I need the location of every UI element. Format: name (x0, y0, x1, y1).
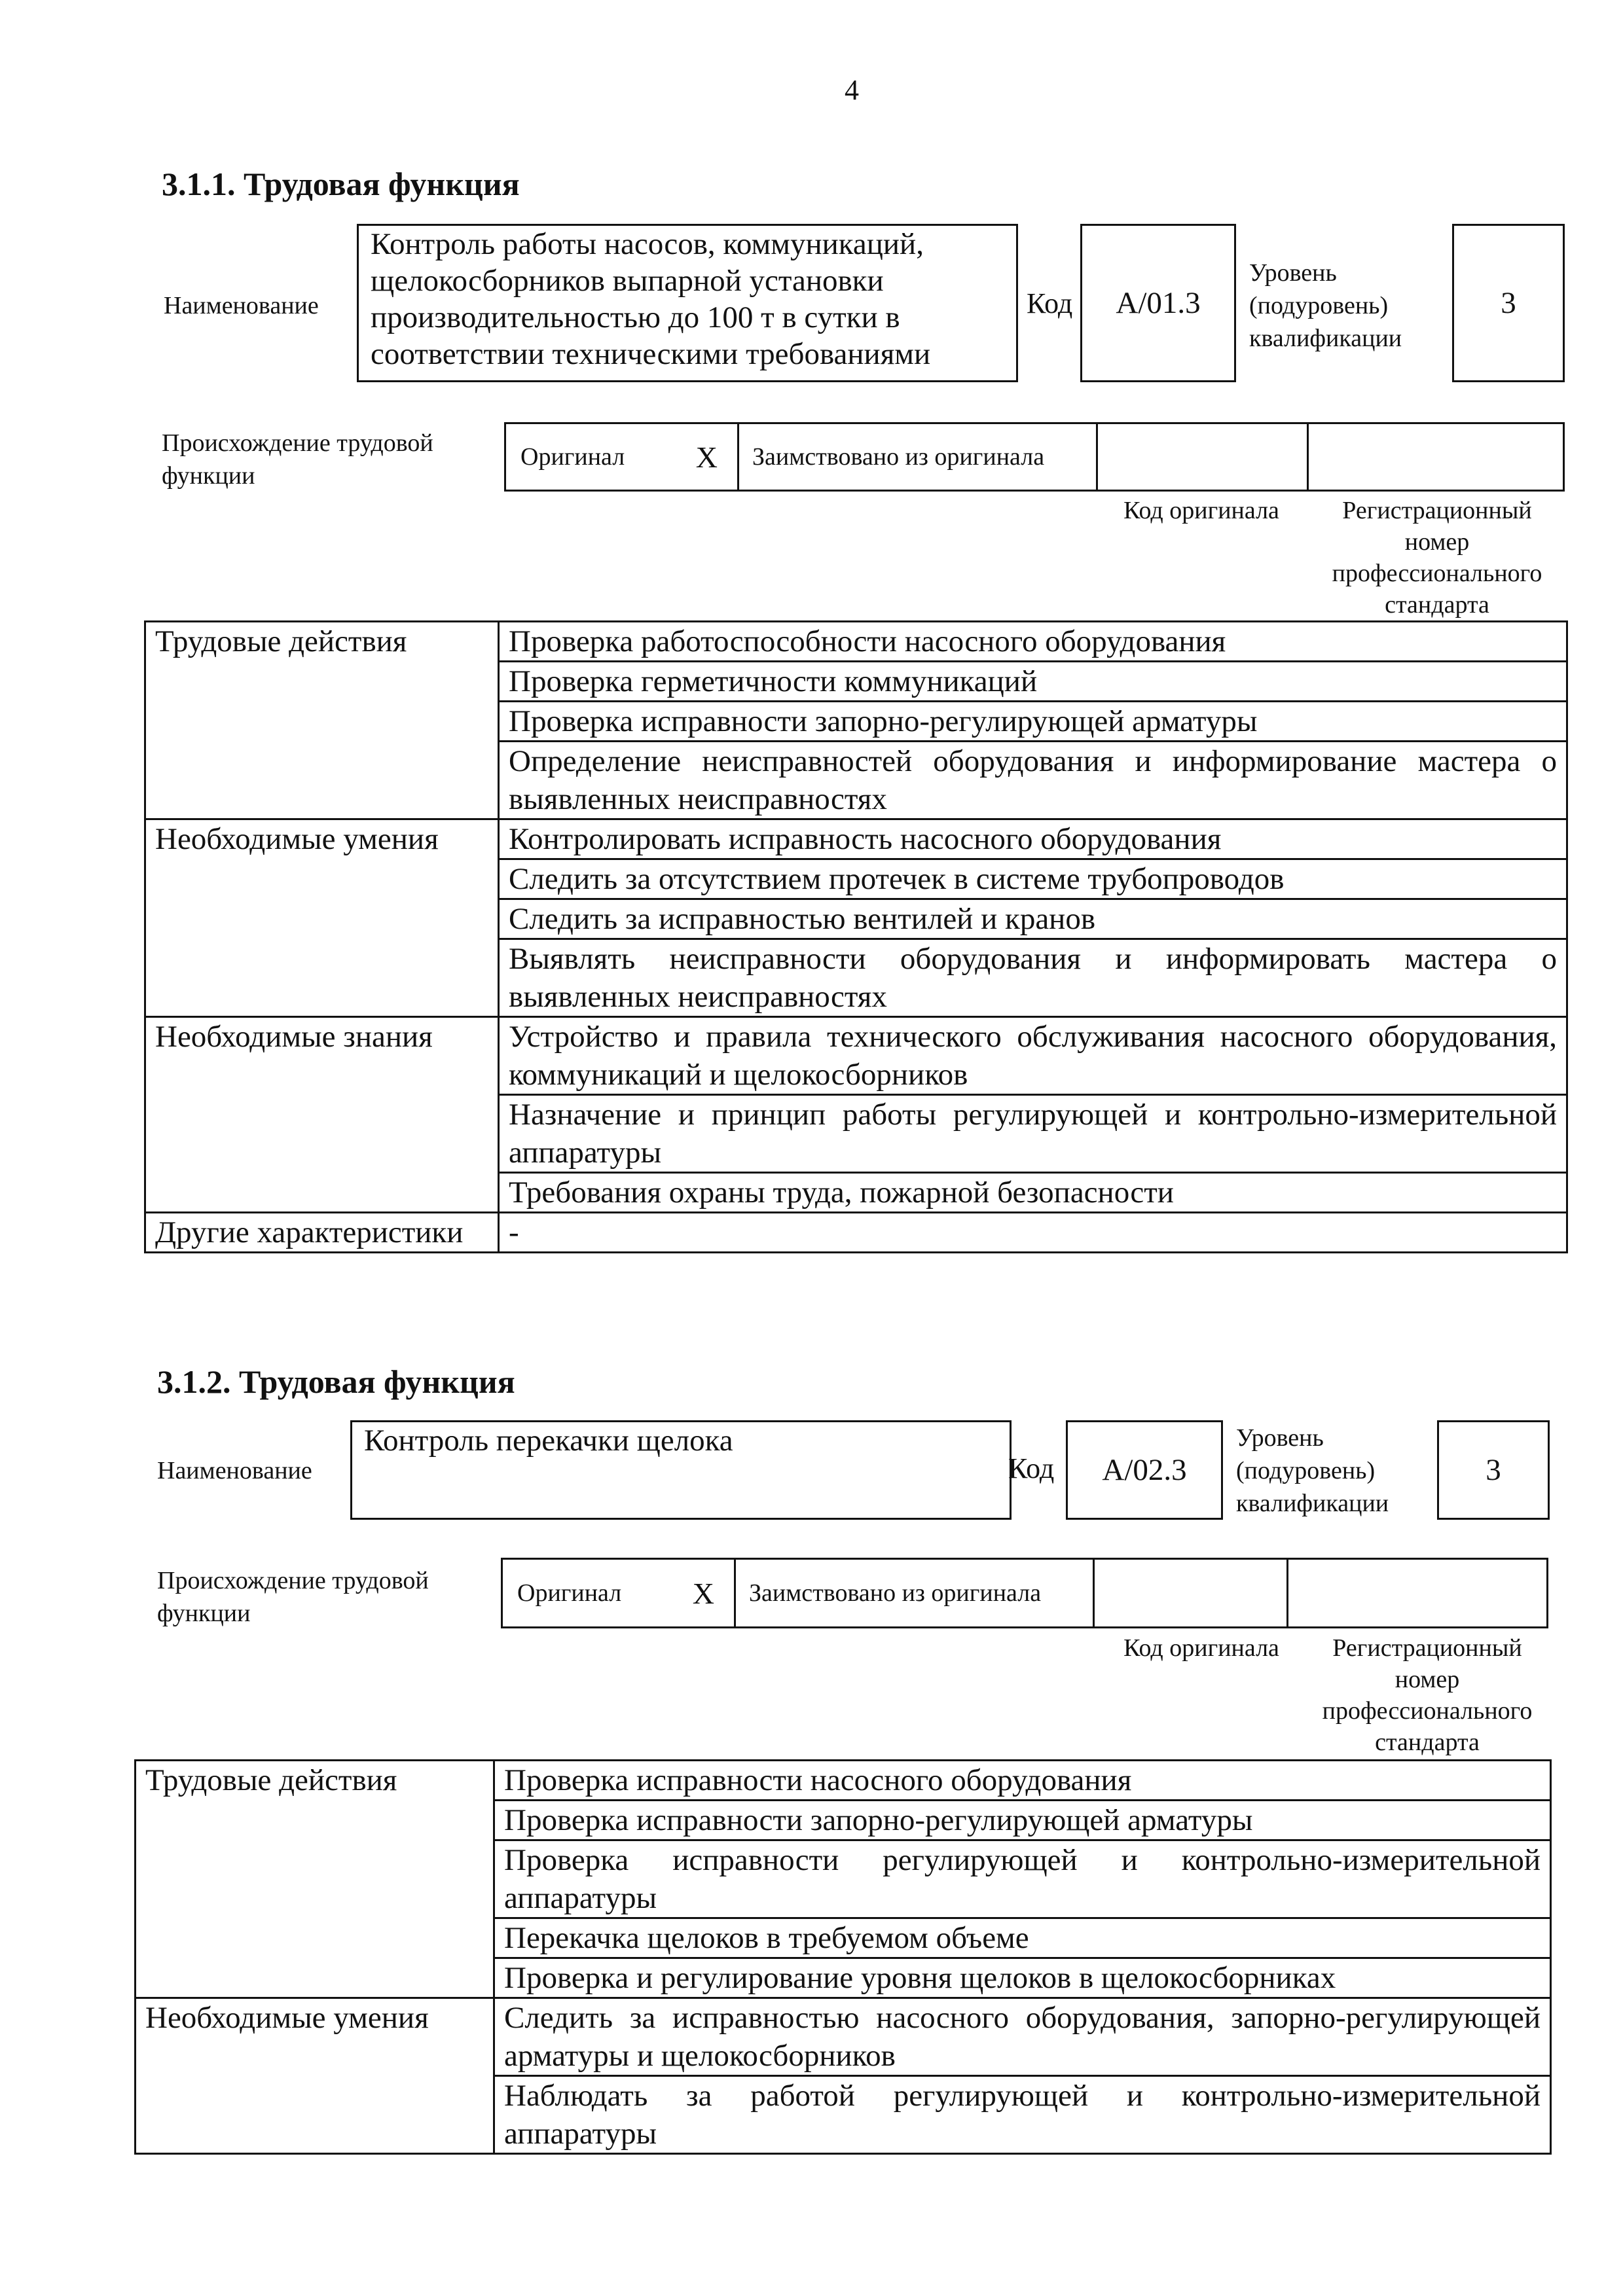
knowledge-item: Требования охраны труда, пожарной безопасности (499, 1173, 1567, 1213)
level-box (1452, 224, 1565, 382)
knowledge-label: Необходимые знания (145, 1017, 499, 1213)
labor-actions-label: Трудовые действия (136, 1761, 494, 1998)
function-code-box (1080, 224, 1236, 382)
origin-row (501, 1558, 1548, 1628)
original-code-cell (1095, 1560, 1288, 1626)
borrowed-label: Заимствовано из оригинала (749, 1579, 1042, 1607)
function-name: Контроль работы насосов, коммуникаций, щелокосборников выпарной установки производительностью до 100 т в сутки в соответствии техническими требованиями (371, 227, 931, 371)
knowledge-item: Устройство и правила технического обслуживания насосного оборудования, коммуникаций и щелокосборников (499, 1017, 1567, 1095)
level-label: Уровень (подуровень) квалификации (1249, 259, 1402, 352)
original-mark: X (695, 440, 718, 474)
name-label: Наименование (157, 1457, 312, 1484)
function-name-box (350, 1420, 1012, 1520)
reg-number-cell (1288, 1560, 1546, 1626)
reg-number-label: Регистрационный номер профессионального стандарта (1332, 497, 1542, 619)
original-code-cell (1098, 424, 1309, 490)
other-value: - (499, 1213, 1567, 1253)
section-heading: 3.1.2. Трудовая функция (157, 1363, 515, 1400)
other-label: Другие характеристики (145, 1213, 499, 1253)
labor-action-item: Проверка работоспособности насосного оборудования (499, 622, 1567, 662)
code-label: Код (1027, 287, 1073, 319)
labor-action-item: Проверка и регулирование уровня щелоков в щелокосборниках (494, 1958, 1551, 1998)
origin-row (504, 422, 1565, 492)
original-label: Оригинал (520, 443, 625, 471)
code-label: Код (1008, 1452, 1055, 1484)
skill-item: Следить за исправностью насосного оборудования, запорно-регулирующей арматуры и щелокосборников (494, 1998, 1551, 2076)
function-table (144, 620, 1568, 1253)
skill-item: Контролировать исправность насосного оборудования (499, 819, 1567, 859)
skill-item: Следить за отсутствием протечек в системе трубопроводов (499, 859, 1567, 899)
knowledge-item: Назначение и принцип работы регулирующей и контрольно-измерительной аппаратуры (499, 1095, 1567, 1173)
function-name-box (357, 224, 1018, 382)
original-code-label: Код оригинала (1123, 497, 1279, 524)
labor-action-item: Перекачка щелоков в требуемом объеме (494, 1918, 1551, 1958)
function-code: А/01.3 (1116, 286, 1201, 320)
reg-number-label: Регистрационный номер профессионального стандарта (1322, 1634, 1533, 1756)
labor-action-item: Проверка исправности регулирующей и контрольно-измерительной аппаратуры (494, 1840, 1551, 1918)
level-label: Уровень (подуровень) квалификации (1236, 1424, 1389, 1517)
level-value: 3 (1486, 1453, 1501, 1487)
borrowed-label: Заимствовано из оригинала (752, 443, 1045, 471)
skill-item: Следить за исправностью вентилей и кранов (499, 899, 1567, 939)
labor-action-item: Проверка исправности насосного оборудования (494, 1761, 1551, 1801)
labor-action-item: Проверка исправности запорно-регулирующей арматуры (494, 1801, 1551, 1840)
original-cell (503, 1560, 736, 1626)
borrowed-cell (739, 424, 1098, 490)
function-code-box (1066, 1420, 1223, 1520)
page-number: 4 (845, 74, 859, 106)
skills-label: Необходимые умения (145, 819, 499, 1017)
origin-label: Происхождение трудовой функции (162, 429, 433, 490)
name-label: Наименование (164, 292, 319, 319)
section-heading: 3.1.1. Трудовая функция (162, 166, 520, 202)
reg-number-cell (1309, 424, 1563, 490)
skills-label: Необходимые умения (136, 1998, 494, 2154)
skill-item: Выявлять неисправности оборудования и информировать мастера о выявленных неисправностях (499, 939, 1567, 1017)
labor-action-item: Проверка исправности запорно-регулирующей арматуры (499, 702, 1567, 742)
original-label: Оригинал (517, 1579, 622, 1607)
original-code-label: Код оригинала (1123, 1634, 1279, 1662)
original-mark: X (692, 1576, 714, 1610)
skill-item: Наблюдать за работой регулирующей и контрольно-измерительной аппаратуры (494, 2076, 1551, 2154)
labor-action-item: Проверка герметичности коммуникаций (499, 662, 1567, 702)
level-value: 3 (1501, 286, 1516, 320)
function-name: Контроль перекачки щелока (364, 1424, 733, 1458)
labor-action-item: Определение неисправностей оборудования и информирование мастера о выявленных неисправностях (499, 742, 1567, 819)
borrowed-cell (736, 1560, 1095, 1626)
function-code: А/02.3 (1102, 1453, 1187, 1487)
origin-label: Происхождение трудовой функции (157, 1567, 429, 1627)
function-table (134, 1759, 1552, 2155)
labor-actions-label: Трудовые действия (145, 622, 499, 819)
level-box (1437, 1420, 1550, 1520)
original-cell (506, 424, 739, 490)
